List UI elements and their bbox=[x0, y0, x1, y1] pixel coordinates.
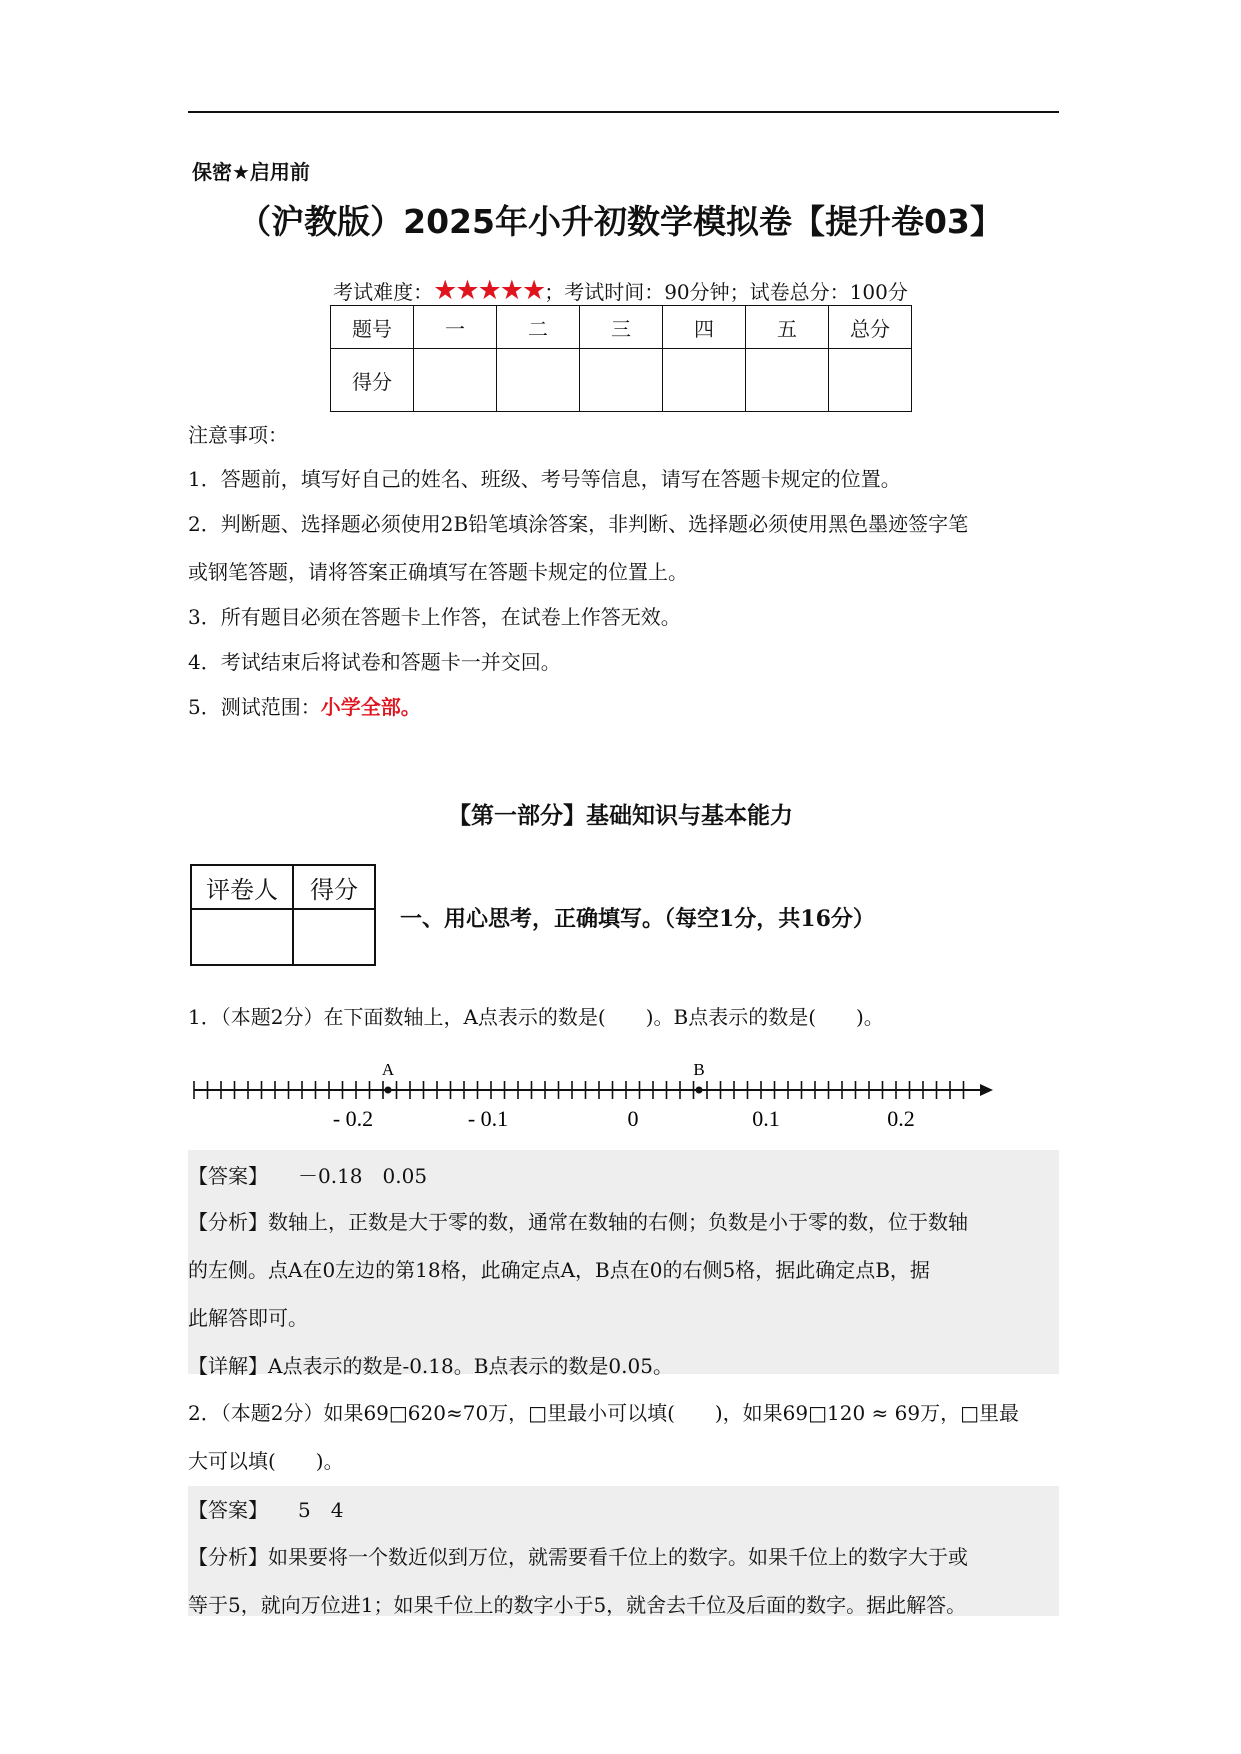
analysis-2-line: 【分析】如果要将一个数近似到万位，就需要看千位上的数字。如果千位上的数字大于或 bbox=[188, 1545, 968, 1569]
question-1-text: 1．（本题2分）在下面数轴上，A点表示的数是( )。B点表示的数是( )。 bbox=[188, 1005, 884, 1029]
answer-1: 【答案】 －0.18 0.05 bbox=[188, 1164, 428, 1188]
axis-label: 0.1 bbox=[752, 1106, 780, 1131]
scope-value: 小学全部。 bbox=[320, 695, 421, 719]
grader-cell[interactable] bbox=[191, 909, 293, 965]
point-a-dot bbox=[385, 1087, 392, 1094]
analysis-1-line: 的左侧。点A在0左边的第18格，此确定点A，B点在0的右侧5格，据此确定点B，据 bbox=[188, 1258, 930, 1282]
question-2-line: 大可以填( )。 bbox=[188, 1449, 344, 1473]
grader-score-cell[interactable] bbox=[293, 909, 375, 965]
axis-label: - 0.2 bbox=[332, 1106, 374, 1131]
analysis-2-line: 等于5，就向万位进1；如果千位上的数字小于5，就舍去千位及后面的数字。据此解答。 bbox=[188, 1593, 967, 1617]
score-cell[interactable] bbox=[746, 349, 829, 412]
number-line bbox=[190, 1055, 1000, 1135]
note-item: 3．所有题目必须在答题卡上作答，在试卷上作答无效。 bbox=[188, 605, 681, 629]
score-cell[interactable] bbox=[497, 349, 580, 412]
point-a-label: A bbox=[381, 1060, 395, 1079]
notes-title: 注意事项： bbox=[188, 423, 288, 447]
score-cell[interactable] bbox=[829, 349, 912, 412]
score-header-cell: 总分 bbox=[829, 306, 912, 349]
part-title: 【第一部分】基础知识与基本能力 bbox=[448, 803, 793, 829]
exam-title: （沪教版）2025年小升初数学模拟卷【提升卷03】 bbox=[238, 202, 1003, 241]
score-header-cell: 五 bbox=[746, 306, 829, 349]
note-item: 2．判断题、选择题必须使用2B铅笔填涂答案，非判断、选择题必须使用黑色墨迹签字笔 bbox=[188, 512, 969, 536]
score-cell[interactable] bbox=[663, 349, 746, 412]
analysis-1-line: 【分析】数轴上，正数是大于零的数，通常在数轴的右侧；负数是小于零的数，位于数轴 bbox=[188, 1210, 968, 1234]
axis-label: - 0.1 bbox=[467, 1106, 509, 1131]
point-b-label: B bbox=[693, 1060, 705, 1079]
detail-1: 【详解】A点表示的数是-0.18。B点表示的数是0.05。 bbox=[188, 1354, 673, 1378]
arrow-right-icon bbox=[980, 1084, 993, 1096]
axis-label: 0 bbox=[627, 1106, 639, 1131]
axis-label: 0.2 bbox=[887, 1106, 915, 1131]
section-title: 一、用心思考，正确填写。（每空1分，共16分） bbox=[400, 906, 875, 932]
grader-score-label: 得分 bbox=[293, 865, 375, 909]
answer-2: 【答案】 5 4 bbox=[188, 1498, 344, 1522]
score-table bbox=[330, 305, 912, 412]
difficulty-stars-icon: ★★★★★ bbox=[433, 275, 545, 306]
score-header-cell: 一 bbox=[414, 306, 497, 349]
confidential-label: 保密★启用前 bbox=[192, 160, 310, 184]
exam-meta-rest: ；考试时间：90分钟；试卷总分：100分 bbox=[544, 280, 908, 304]
note-item: 4．考试结束后将试卷和答题卡一并交回。 bbox=[188, 650, 561, 674]
score-row-label: 得分 bbox=[331, 349, 414, 412]
header-rule bbox=[188, 111, 1059, 113]
score-header-cell: 题号 bbox=[331, 306, 414, 349]
score-cell[interactable] bbox=[414, 349, 497, 412]
grader-label: 评卷人 bbox=[191, 865, 293, 909]
note-item: 或钢笔答题，请将答案正确填写在答题卡规定的位置上。 bbox=[188, 560, 688, 584]
note-item: 1．答题前，填写好自己的姓名、班级、考号等信息，请写在答题卡规定的位置。 bbox=[188, 467, 901, 491]
exam-meta bbox=[0, 275, 1241, 306]
score-header-cell: 四 bbox=[663, 306, 746, 349]
difficulty-label: 考试难度： bbox=[333, 280, 434, 304]
score-header-cell: 三 bbox=[580, 306, 663, 349]
grader-table bbox=[190, 864, 376, 966]
scope-prefix: 5．测试范围： bbox=[188, 695, 321, 719]
point-b-dot bbox=[696, 1087, 703, 1094]
score-header-cell: 二 bbox=[497, 306, 580, 349]
analysis-1-line: 此解答即可。 bbox=[188, 1306, 308, 1330]
question-2-line: 2．（本题2分）如果69□620≈70万，□里最小可以填( )，如果69□120 ≈ 69万，□里最 bbox=[188, 1401, 1020, 1425]
score-cell[interactable] bbox=[580, 349, 663, 412]
note-item-scope bbox=[188, 691, 421, 720]
